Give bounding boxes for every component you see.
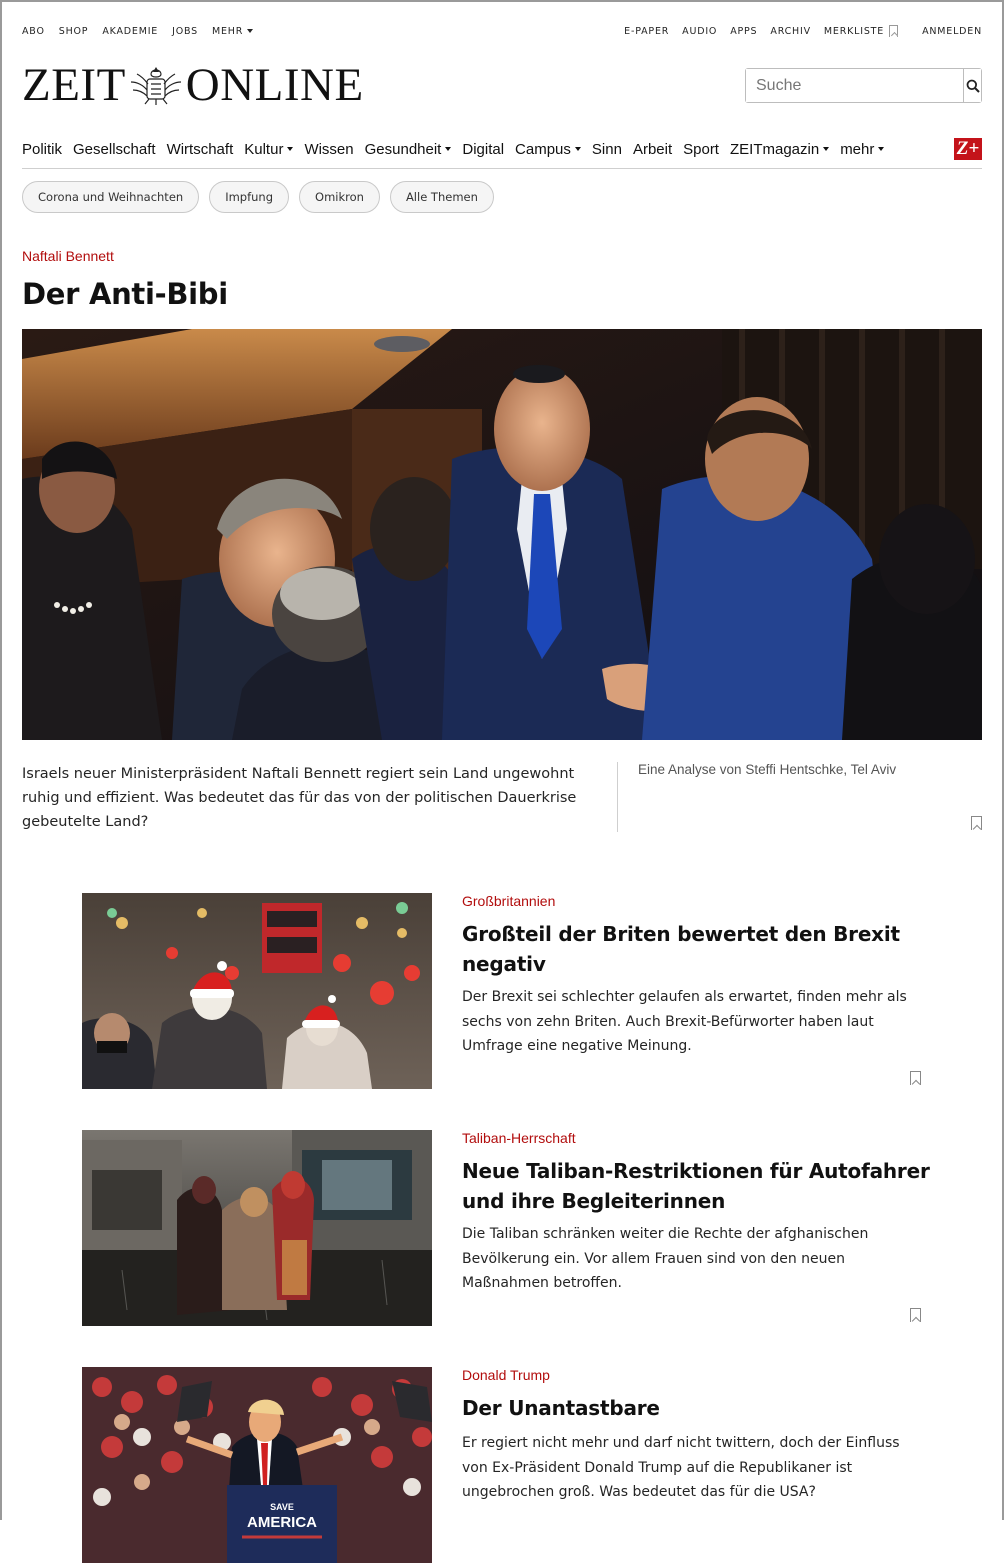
teaser-text[interactable]: Er regiert nicht mehr und darf nicht twittern, doch der Einfluss von Ex-Präsident Donald Trump auf die Republikaner ist ungebrochen groß. Was bedeutet das für die USA? xyxy=(462,1435,900,1500)
teaser-text[interactable]: Die Taliban schränken weiter die Rechte der afghanischen Bevölkerung ein. Vor allem Frauen sind von den neuen Maßnahmen betroffen. xyxy=(462,1226,869,1291)
chevron-down-icon xyxy=(247,29,253,33)
nav-item-kultur[interactable] xyxy=(244,138,293,160)
bookmark-icon xyxy=(889,25,898,37)
search-input[interactable] xyxy=(746,69,963,102)
logo-word-online: ONLINE xyxy=(185,59,364,111)
site-logo[interactable] xyxy=(22,59,364,111)
nav-item-sport[interactable]: Sport xyxy=(683,140,719,158)
nav-item-digital[interactable]: Digital xyxy=(462,140,505,158)
search-button[interactable] xyxy=(963,69,981,102)
lead-byline: Eine Analyse von Steffi Hentschke, Tel Aviv xyxy=(638,762,897,777)
chevron-down-icon xyxy=(287,147,293,151)
meta-link-mehr[interactable] xyxy=(212,26,253,37)
logo-word-zeit: ZEIT xyxy=(22,59,126,111)
topic-pill-alle-themen[interactable]: Alle Themen xyxy=(390,181,494,213)
lead-title[interactable]: Der Anti-Bibi xyxy=(22,277,228,311)
bookmark-icon[interactable] xyxy=(910,1308,921,1322)
nav-item-mehr[interactable] xyxy=(840,138,884,160)
meta-link-epaper[interactable]: E-PAPER xyxy=(624,25,670,37)
bookmark-icon[interactable] xyxy=(910,1071,921,1085)
topic-pill-omikron[interactable]: Omikron xyxy=(299,181,380,213)
lead-kicker[interactable]: Naftali Bennett xyxy=(22,248,114,264)
meta-link-jobs[interactable]: JOBS xyxy=(172,25,198,37)
teaser-article[interactable] xyxy=(82,1130,932,1326)
lead-image[interactable] xyxy=(22,329,982,740)
nav-item-gesellschaft[interactable]: Gesellschaft xyxy=(73,140,156,158)
topic-pill-corona[interactable]: Corona und Weihnachten xyxy=(22,181,199,213)
teaser-photo xyxy=(82,1367,432,1563)
chevron-down-icon xyxy=(575,147,581,151)
nav-item-wirtschaft[interactable]: Wirtschaft xyxy=(166,140,234,158)
nav-item-wissen[interactable]: Wissen xyxy=(304,140,354,158)
nav-item-gesundheit-label: Gesundheit xyxy=(364,140,442,158)
teaser-image[interactable] xyxy=(82,1367,432,1563)
meta-link-merkliste[interactable] xyxy=(824,25,898,37)
podium-text-save: SAVE xyxy=(270,1502,294,1512)
teaser-title[interactable]: Neue Taliban-Restriktionen für Autofahrer und ihre Begleiterinnen xyxy=(462,1159,930,1213)
topic-pills xyxy=(22,181,504,213)
chevron-down-icon xyxy=(445,147,451,151)
search-box xyxy=(745,68,982,103)
search-icon xyxy=(966,79,980,93)
main-nav xyxy=(22,138,982,169)
chevron-down-icon xyxy=(878,147,884,151)
teaser-text[interactable]: Der Brexit sei schlechter gelaufen als erwartet, finden mehr als sechs von zehn Briten. Auch Brexit-Befürworter haben laut Umfrage eine negative Meinung. xyxy=(462,989,907,1054)
nav-item-gesundheit[interactable] xyxy=(365,138,452,160)
teaser-kicker[interactable]: Großbritannien xyxy=(462,893,556,909)
lead-summary[interactable]: Israels neuer Ministerpräsident Naftali Bennett regiert sein Land ungewohnt ruhig und effizient. Was bedeutet das für das von der politischen Dauerkrise gebeutelte Land? xyxy=(22,766,577,830)
teaser-kicker[interactable]: Donald Trump xyxy=(462,1367,550,1383)
teaser-article[interactable] xyxy=(82,1367,932,1563)
nav-item-zeitmagazin[interactable] xyxy=(730,138,829,160)
lead-divider xyxy=(617,762,618,832)
eagle-crest-icon xyxy=(127,64,185,106)
zplus-badge[interactable]: Z+ xyxy=(954,138,982,160)
teaser-title[interactable]: Großteil der Briten bewertet den Brexit negativ xyxy=(462,922,900,976)
meta-link-akademie[interactable]: AKADEMIE xyxy=(102,25,159,37)
teaser-photo xyxy=(82,893,432,1089)
meta-link-shop[interactable]: SHOP xyxy=(58,25,89,37)
lead-photo xyxy=(22,329,982,740)
teaser-article[interactable] xyxy=(82,893,932,1089)
topic-pill-impfung[interactable]: Impfung xyxy=(209,181,289,213)
meta-nav xyxy=(22,24,982,38)
teaser-image[interactable] xyxy=(82,893,432,1089)
chevron-down-icon xyxy=(823,147,829,151)
nav-item-campus-label: Campus xyxy=(515,140,571,158)
meta-link-merkliste-label: MERKLISTE xyxy=(823,25,885,37)
meta-link-anmelden[interactable]: ANMELDEN xyxy=(922,25,982,37)
meta-nav-left xyxy=(22,26,267,37)
nav-item-kultur-label: Kultur xyxy=(244,140,284,158)
nav-item-politik[interactable]: Politik xyxy=(22,140,63,158)
meta-link-audio[interactable]: AUDIO xyxy=(682,25,718,37)
teaser-kicker[interactable]: Taliban-Herrschaft xyxy=(462,1130,576,1146)
meta-link-apps[interactable]: APPS xyxy=(730,25,758,37)
nav-item-mehr-label: mehr xyxy=(840,140,875,158)
meta-link-mehr-label: MEHR xyxy=(211,25,244,37)
nav-item-campus[interactable] xyxy=(515,138,581,160)
meta-nav-right xyxy=(611,25,982,37)
teaser-title[interactable]: Der Unantastbare xyxy=(462,1396,660,1420)
nav-item-zeitmagazin-label: ZEITmagazin xyxy=(729,140,820,158)
podium-text-america: AMERICA xyxy=(247,1514,317,1531)
nav-item-sinn[interactable]: Sinn xyxy=(591,140,622,158)
teaser-image[interactable] xyxy=(82,1130,432,1326)
meta-link-abo[interactable]: ABO xyxy=(22,25,45,37)
meta-link-archiv[interactable]: ARCHIV xyxy=(770,25,811,37)
teaser-photo xyxy=(82,1130,432,1326)
bookmark-icon[interactable] xyxy=(971,816,982,830)
nav-item-arbeit[interactable]: Arbeit xyxy=(632,140,673,158)
